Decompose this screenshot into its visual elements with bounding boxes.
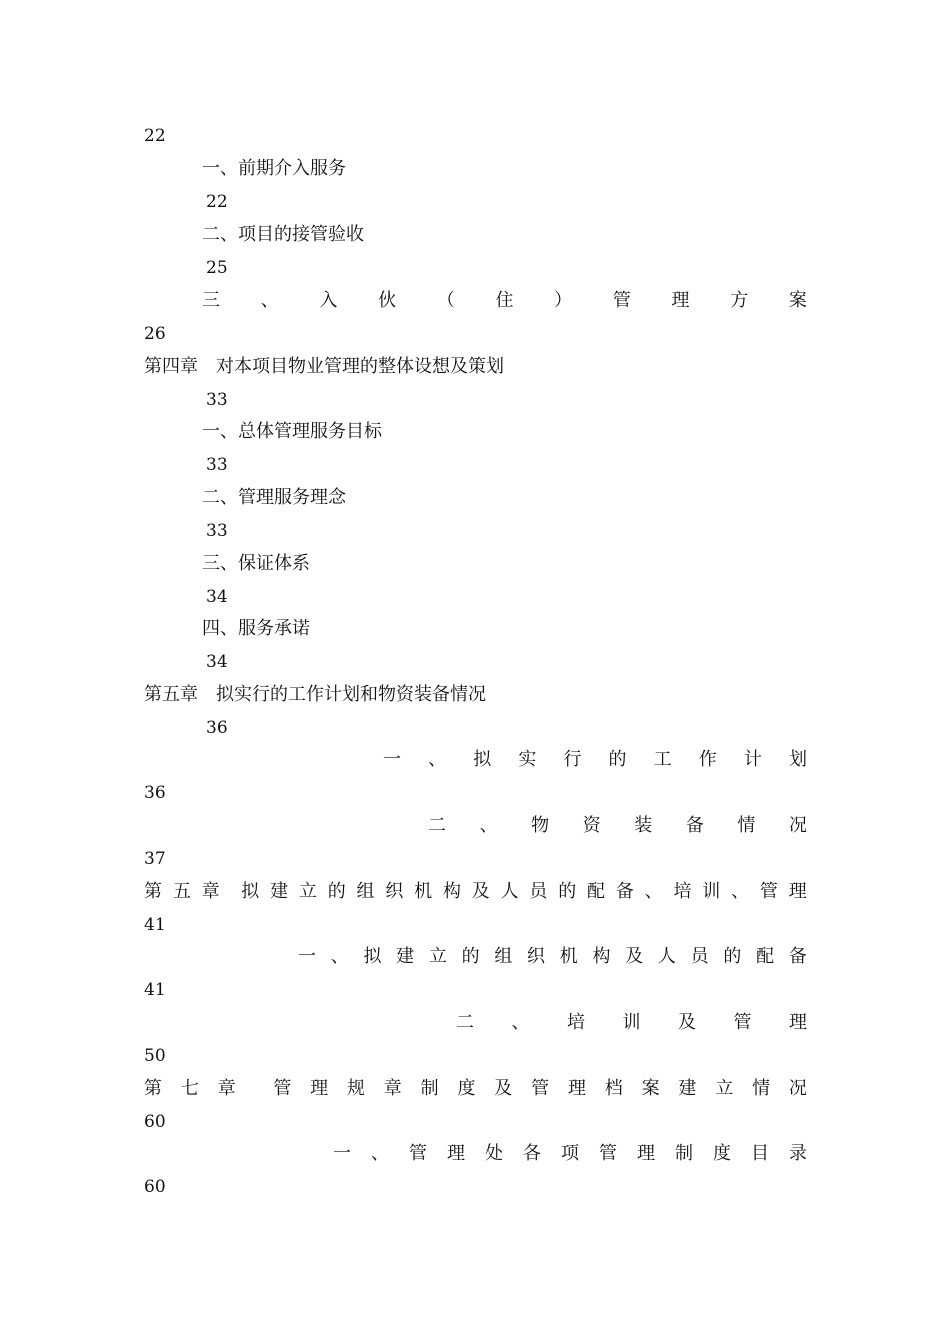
toc-char: 资 (582, 815, 601, 836)
toc-char: 实 (518, 749, 537, 770)
toc-char: 备 (788, 946, 807, 967)
toc-char: 配 (756, 946, 775, 967)
page-number: 33 (206, 455, 228, 475)
toc-char: 立 (715, 1078, 734, 1099)
page-number: 36 (144, 783, 166, 803)
toc-char: 一 (383, 749, 401, 770)
toc-entry-gongzuo-jihua (383, 748, 807, 772)
page-number: 50 (144, 1046, 166, 1066)
toc-char: 人 (657, 946, 676, 967)
toc-char: 、 (479, 815, 498, 836)
toc-char: 的 (608, 749, 627, 770)
toc-char: 计 (743, 749, 762, 770)
toc-char: 培 (567, 1012, 585, 1033)
toc-char: 及 (625, 946, 644, 967)
toc-char: 的 (327, 881, 346, 902)
toc-char: 制 (420, 1078, 439, 1099)
toc-char: 及 (678, 1012, 696, 1033)
toc-char: 五 (172, 881, 191, 902)
toc-char: 章 (201, 881, 220, 902)
toc-chapter-7 (144, 1077, 807, 1101)
toc-char: 理 (447, 1143, 465, 1164)
toc-char: 立 (428, 946, 447, 967)
toc-entry-baozheng-tixi: 三、保证体系 (202, 553, 310, 574)
toc-char: 构 (592, 946, 611, 967)
toc-char: 织 (527, 946, 546, 967)
toc-char: （ (436, 290, 455, 311)
toc-char: 员 (690, 946, 709, 967)
toc-char: 入 (319, 290, 338, 311)
toc-char: 、 (511, 1012, 530, 1033)
toc-char: 备 (615, 881, 634, 902)
toc-char: 况 (788, 815, 807, 836)
toc-char: 建 (270, 881, 289, 902)
toc-char: 建 (678, 1078, 697, 1099)
toc-char: 构 (442, 881, 461, 902)
toc-char: 章 (383, 1078, 402, 1099)
toc-char: 行 (563, 749, 582, 770)
toc-char: 理 (637, 1143, 655, 1164)
toc-entry-zuzhi-jigou (298, 945, 807, 969)
toc-char: 七 (180, 1078, 199, 1099)
toc-entry-zhidu-mulu (333, 1142, 807, 1166)
toc-char: 的 (558, 881, 577, 902)
page-number: 41 (144, 980, 166, 1000)
toc-entry-ruhuo-fangan (202, 289, 807, 313)
page-number: 37 (144, 849, 166, 869)
toc-char: 录 (789, 1143, 807, 1164)
toc-char: 管 (531, 1078, 550, 1099)
page-number: 34 (206, 587, 228, 607)
toc-char: 拟 (241, 881, 260, 902)
page-number: 26 (144, 324, 166, 344)
toc-char: 第 (144, 881, 162, 902)
toc-char: 组 (356, 881, 375, 902)
page-number: 41 (144, 915, 166, 935)
toc-char: 配 (587, 881, 605, 902)
page-number: 33 (206, 390, 228, 410)
toc-char: 伙 (378, 290, 397, 311)
toc-char: 管 (409, 1143, 427, 1164)
page-number: 60 (144, 1112, 166, 1132)
toc-char: 目 (751, 1143, 769, 1164)
toc-char: 情 (737, 815, 756, 836)
toc-char: 处 (485, 1143, 503, 1164)
toc-char: 、 (330, 946, 349, 967)
toc-char: 项 (561, 1143, 579, 1164)
toc-char: 况 (788, 1078, 807, 1099)
toc-char: 立 (298, 881, 317, 902)
toc-entry-zongti-mubiao: 一、总体管理服务目标 (202, 421, 382, 442)
toc-char: 理 (789, 1012, 807, 1033)
toc-char: 一 (298, 946, 316, 967)
toc-char: 、 (260, 290, 279, 311)
page-number: 36 (206, 718, 228, 738)
page-number: 33 (206, 521, 228, 541)
toc-char: 三 (202, 290, 220, 311)
toc-char: 各 (523, 1143, 541, 1164)
toc-char: 理 (567, 1078, 586, 1099)
toc-char: 、 (731, 881, 750, 902)
toc-char: 情 (752, 1078, 771, 1099)
toc-char: 方 (730, 290, 749, 311)
toc-char: 拟 (473, 749, 492, 770)
page-number: 60 (144, 1177, 166, 1197)
toc-chapter-5a: 第五章 拟实行的工作计划和物资装备情况 (144, 684, 486, 705)
toc-char: 工 (653, 749, 672, 770)
page-number: 25 (206, 258, 228, 278)
toc-char: 、 (428, 749, 447, 770)
page-number: 34 (206, 652, 228, 672)
toc-char: 档 (604, 1078, 623, 1099)
toc-char: 一 (333, 1143, 351, 1164)
toc-char: 物 (531, 815, 550, 836)
toc-char: ） (554, 290, 573, 311)
toc-char: 理 (788, 881, 807, 902)
toc-char: 管 (759, 881, 778, 902)
toc-char: 组 (494, 946, 513, 967)
toc-entry-fuwu-chengnuo: 四、服务承诺 (202, 618, 310, 639)
toc-char: 第 (144, 1078, 162, 1099)
toc-char: 员 (529, 881, 548, 902)
toc-char: 二 (428, 815, 446, 836)
toc-char: 理 (671, 290, 690, 311)
page-number: 22 (144, 126, 166, 146)
toc-entry-jieguan-yanshou: 二、项目的接管验收 (202, 224, 364, 245)
toc-entry-peixun-guanli (456, 1011, 807, 1035)
toc-char: 作 (698, 749, 717, 770)
toc-entry-qianqi-jieru: 一、前期介入服务 (202, 158, 346, 179)
toc-char: 备 (685, 815, 704, 836)
toc-char: 案 (641, 1078, 660, 1099)
toc-char: 度 (457, 1078, 476, 1099)
toc-chapter-4: 第四章 对本项目物业管理的整体设想及策划 (144, 356, 504, 377)
toc-char: 划 (788, 749, 807, 770)
page-number: 22 (206, 192, 228, 212)
toc-char: 装 (634, 815, 653, 836)
toc-char: 建 (396, 946, 415, 967)
toc-char: 人 (500, 881, 519, 902)
toc-char: 二 (456, 1012, 474, 1033)
toc-entry-fuwu-linian: 二、管理服务理念 (202, 487, 346, 508)
toc-char: 拟 (363, 946, 382, 967)
toc-entry-wuzi-zhuangbei (428, 814, 807, 838)
toc-char: 制 (675, 1143, 693, 1164)
toc-char: 训 (622, 1012, 641, 1033)
toc-char: 住 (495, 290, 514, 311)
toc-char: 案 (788, 290, 807, 311)
toc-char: 及 (494, 1078, 513, 1099)
toc-char: 、 (644, 881, 663, 902)
toc-char: 管 (612, 290, 631, 311)
toc-char: 度 (713, 1143, 731, 1164)
toc-char: 章 (217, 1078, 236, 1099)
toc-char: 机 (414, 881, 433, 902)
toc-char: 管 (733, 1012, 752, 1033)
toc-char: 织 (385, 881, 404, 902)
toc-char: 管 (273, 1078, 292, 1099)
toc-char: 及 (471, 881, 490, 902)
toc-char: 理 (310, 1078, 329, 1099)
toc-chapter-5b (144, 880, 807, 904)
toc-char: 的 (723, 946, 742, 967)
toc-char: 机 (559, 946, 578, 967)
toc-char: 的 (461, 946, 480, 967)
toc-char: 、 (371, 1143, 389, 1164)
toc-char: 训 (702, 881, 721, 902)
toc-char: 管 (599, 1143, 617, 1164)
toc-char: 规 (346, 1078, 365, 1099)
toc-char: 培 (673, 881, 692, 902)
